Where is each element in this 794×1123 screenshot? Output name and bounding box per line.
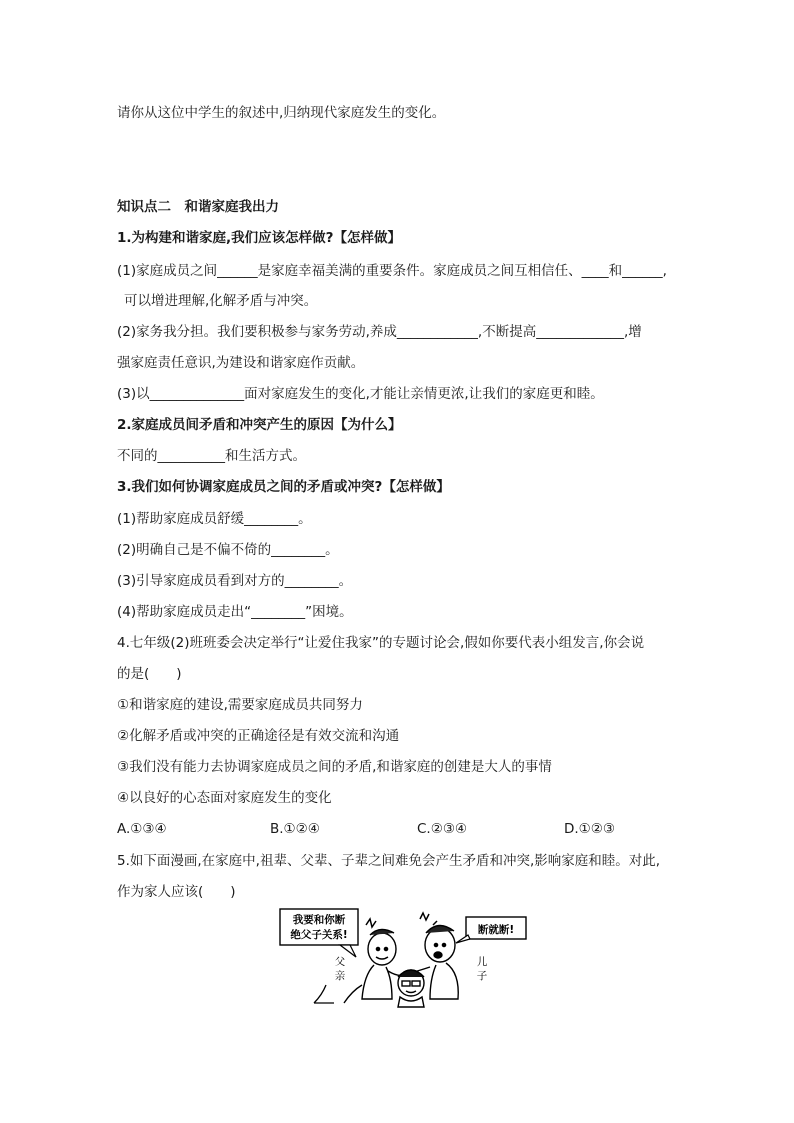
q1-line-5: (3)以______________面对家庭发生的变化,才能让亲情更浓,让我们的家庭更和睦。 xyxy=(117,386,604,402)
q3-title: 3.我们如何协调家庭成员之间的矛盾或冲突?【怎样做】 xyxy=(117,479,450,495)
label-son-1: 儿 xyxy=(476,956,488,968)
q1-line-1: (1)家庭成员之间______是家庭幸福美满的重要条件。家庭成员之间互相信任、____和______, xyxy=(117,263,667,279)
q2-title: 2.家庭成员间矛盾和冲突产生的原因【为什么】 xyxy=(117,417,402,433)
label-son-2: 子 xyxy=(476,970,488,982)
q3-line-2: (2)明确自己是不偏不倚的________。 xyxy=(117,542,339,558)
q5-stem-2: 作为家人应该( ) xyxy=(117,884,236,900)
anger-marks xyxy=(366,913,441,929)
bubble-left-line-1: 我要和你断 xyxy=(292,914,346,926)
father-speech-bubble xyxy=(280,909,358,957)
q4-statement-2: ②化解矛盾或冲突的正确途径是有效交流和沟通 xyxy=(117,728,400,744)
q1-title: 1.为构建和谐家庭,我们应该怎样做?【怎样做】 xyxy=(117,230,401,246)
q4-statement-4: ④以良好的心态面对家庭发生的变化 xyxy=(117,790,332,806)
q4-statement-1: ①和谐家庭的建设,需要家庭成员共同努力 xyxy=(117,697,363,713)
q3-line-1: (1)帮助家庭成员舒缓________。 xyxy=(117,511,312,527)
bubble-left-line-2: 绝父子关系! xyxy=(290,929,348,941)
q5-stem-1: 5.如下面漫画,在家庭中,祖辈、父辈、子辈之间难免会产生矛盾和冲突,影响家庭和睦。对此, xyxy=(117,853,661,869)
q1-line-2: 可以增进理解,化解矛盾与冲突。 xyxy=(124,293,318,309)
label-father-2: 亲 xyxy=(334,970,346,982)
q1-line-3: (2)家务我分担。我们要积极参与家务劳动,养成____________,不断提高_____________,增 xyxy=(117,324,642,340)
q2-line-1: 不同的__________和生活方式。 xyxy=(117,448,306,464)
q1-line-4: 强家庭责任意识,为建设和谐家庭作贡献。 xyxy=(117,355,365,371)
q3-line-3: (3)引导家庭成员看到对方的________。 xyxy=(117,573,353,589)
q4-stem-1: 4.七年级(2)班班委会决定举行“让爱住我家”的专题讨论会,假如你要代表小组发言,你会说 xyxy=(117,635,645,651)
q3-line-4: (4)帮助家庭成员走出“________”困境。 xyxy=(117,604,353,620)
bubble-right-text: 断就断! xyxy=(477,924,515,936)
q4-statement-3: ③我们没有能力去协调家庭成员之间的矛盾,和谐家庭的创建是大人的事情 xyxy=(117,759,552,775)
family-conflict-cartoon xyxy=(270,905,540,1010)
section-title: 知识点二 和谐家庭我出力 xyxy=(117,199,279,215)
intro-question: 请你从这位中学生的叙述中,归纳现代家庭发生的变化。 xyxy=(117,105,446,121)
q4-option-c: C.②③④ xyxy=(417,821,468,837)
child-figure xyxy=(398,970,424,1007)
q4-option-a: A.①③④ xyxy=(117,821,167,837)
q4-option-b: B.①②④ xyxy=(270,821,320,837)
q4-stem-2: 的是( ) xyxy=(117,666,182,682)
ground-lines xyxy=(314,985,334,1003)
son-speech-bubble xyxy=(456,917,526,943)
q4-option-d: D.①②③ xyxy=(564,821,615,837)
label-father-1: 父 xyxy=(334,956,346,968)
